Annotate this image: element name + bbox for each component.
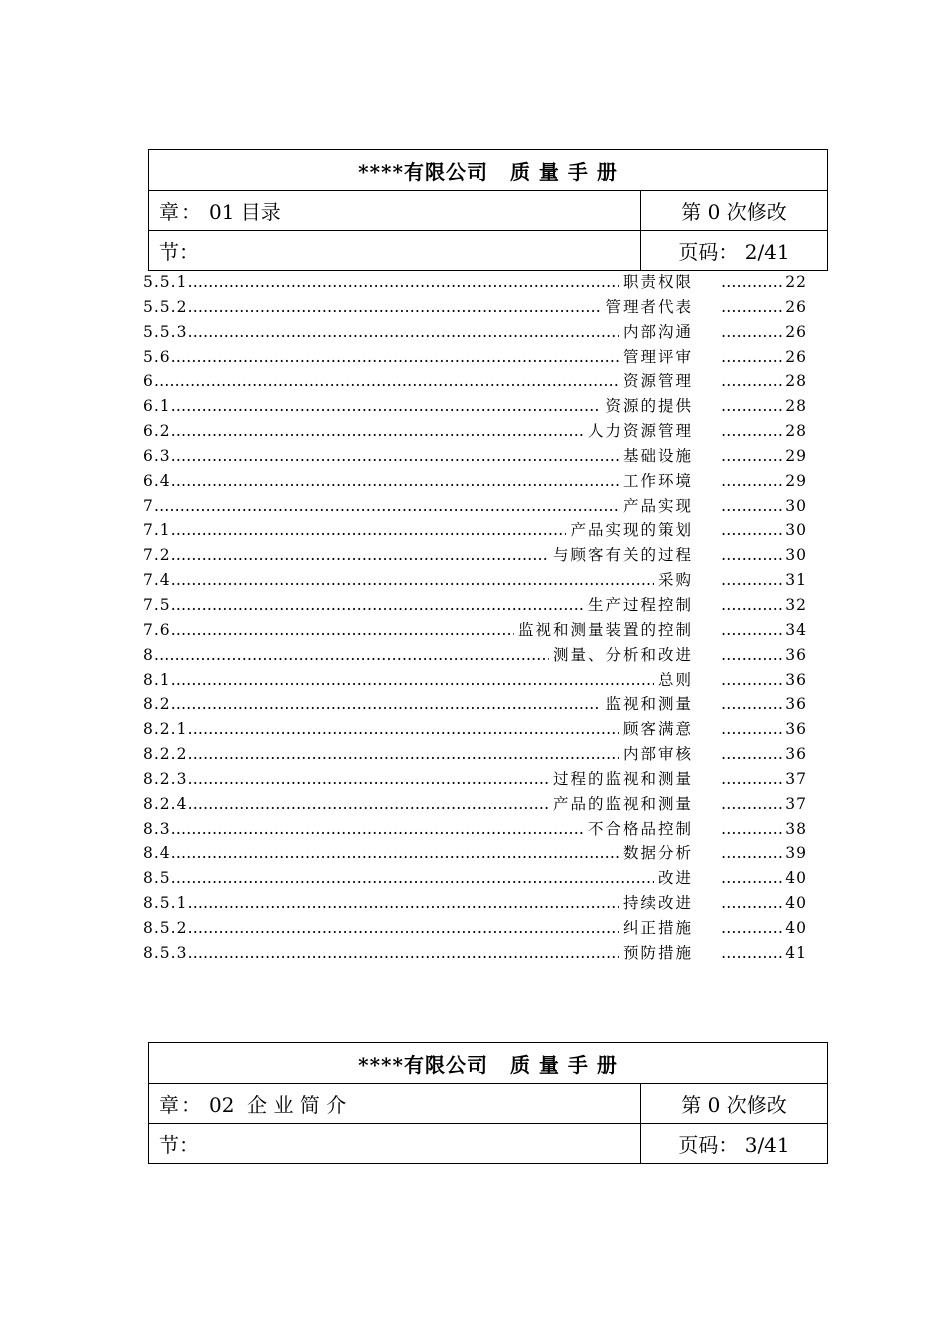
toc-entry-number: 8.3 xyxy=(143,819,171,838)
toc-entry-page: 26 xyxy=(785,347,807,366)
toc-dot-leader xyxy=(171,568,654,593)
toc-entry[interactable] xyxy=(143,444,807,469)
toc-dot-leader xyxy=(693,270,783,295)
toc-dot-leader xyxy=(693,841,783,866)
toc-entry-number: 8.5.2 xyxy=(143,918,188,937)
toc-dot-leader xyxy=(693,643,783,668)
chapter-row xyxy=(149,1083,827,1123)
toc-dot-leader xyxy=(171,444,619,469)
toc-entry-number: 6.3 xyxy=(143,446,171,465)
toc-dot-leader xyxy=(187,891,619,916)
toc-dot-leader xyxy=(693,419,783,444)
toc-dot-leader xyxy=(187,270,619,295)
toc-entry-page: 22 xyxy=(785,273,807,291)
toc-dot-leader xyxy=(187,742,619,767)
toc-entry[interactable] xyxy=(143,270,807,295)
toc-dot-leader xyxy=(171,668,654,693)
toc-entry[interactable] xyxy=(143,668,807,693)
toc-entry-page: 36 xyxy=(785,670,807,689)
toc-dot-leader xyxy=(171,394,602,419)
toc-dot-leader xyxy=(693,767,783,792)
toc-entry-number: 8.1 xyxy=(143,670,171,689)
page-number: 页码： 3/41 xyxy=(678,1133,790,1157)
toc-entry-title: 产品实现 xyxy=(622,496,693,515)
toc-entry-number: 6.1 xyxy=(143,397,171,416)
toc-dot-leader xyxy=(693,866,783,891)
toc-entry[interactable] xyxy=(143,742,807,767)
toc-dot-leader xyxy=(693,369,783,394)
chapter-cell xyxy=(149,191,641,230)
toc-dot-leader xyxy=(693,916,783,941)
toc-dot-leader xyxy=(187,295,601,320)
toc-entry[interactable] xyxy=(143,717,807,742)
chapter-value: 01 目录 xyxy=(209,200,281,224)
toc-dot-leader xyxy=(693,668,783,693)
toc-entry-page: 32 xyxy=(785,595,807,614)
toc-entry-number: 8.5 xyxy=(143,869,171,888)
toc-entry-title: 数据分析 xyxy=(622,844,693,863)
toc-entry[interactable] xyxy=(143,891,807,916)
toc-entry-page: 40 xyxy=(785,918,807,937)
toc-entry-title: 职责权限 xyxy=(622,273,693,291)
toc-entry-page: 28 xyxy=(785,372,807,391)
revision-text: 第 0 次修改 xyxy=(681,1093,787,1117)
toc-entry-number: 8 xyxy=(143,645,154,664)
toc-dot-leader xyxy=(187,792,549,817)
toc-entry-title: 管理评审 xyxy=(622,347,693,366)
toc-dot-leader xyxy=(693,444,783,469)
toc-entry-page: 28 xyxy=(785,397,807,416)
toc-dot-leader xyxy=(693,394,783,419)
toc-dot-leader xyxy=(171,618,514,643)
header-title-row xyxy=(149,150,827,190)
toc-entry-title: 顾客满意 xyxy=(622,720,693,739)
toc-entry-page: 36 xyxy=(785,695,807,714)
header-title-row xyxy=(149,1043,827,1083)
chapter-label: 章： xyxy=(159,200,203,224)
section-label: 节： xyxy=(159,1133,199,1157)
toc-entry[interactable] xyxy=(143,394,807,419)
toc-entry-number: 7.4 xyxy=(143,571,171,590)
toc-entry[interactable] xyxy=(143,345,807,370)
toc-dot-leader xyxy=(693,568,783,593)
toc-dot-leader xyxy=(693,891,783,916)
toc-entry-number: 5.6 xyxy=(143,347,171,366)
toc-entry[interactable] xyxy=(143,419,807,444)
toc-entry-number: 5.5.2 xyxy=(143,297,188,316)
toc-entry-title: 改进 xyxy=(657,869,693,888)
toc-dot-leader xyxy=(693,469,783,494)
toc-entry-number: 8.2 xyxy=(143,695,171,714)
toc-entry-title: 内部审核 xyxy=(622,745,693,764)
toc-entry-page: 29 xyxy=(785,446,807,465)
toc-dot-leader xyxy=(171,593,584,618)
toc-entry-page: 28 xyxy=(785,422,807,441)
toc-entry-title: 预防措施 xyxy=(622,943,693,962)
toc-entry-title: 工作环境 xyxy=(622,471,693,490)
section-row xyxy=(149,230,827,270)
toc-entry-number: 6.4 xyxy=(143,471,171,490)
toc-entry-number: 7.5 xyxy=(143,595,171,614)
toc-dot-leader xyxy=(171,518,567,543)
toc-dot-leader xyxy=(693,295,783,320)
toc-entry-number: 8.4 xyxy=(143,844,171,863)
toc-dot-leader xyxy=(154,369,619,394)
section-row xyxy=(149,1123,827,1163)
toc-dot-leader xyxy=(171,419,584,444)
toc-entry-number: 7.6 xyxy=(143,620,171,639)
toc-dot-leader xyxy=(693,320,783,345)
toc-entry[interactable] xyxy=(143,469,807,494)
toc-entry[interactable] xyxy=(143,320,807,345)
toc-entry-number: 7.1 xyxy=(143,521,171,540)
toc-entry-number: 8.5.1 xyxy=(143,894,188,913)
table-of-contents xyxy=(143,270,807,966)
chapter-label: 章： xyxy=(159,1093,203,1117)
toc-entry-page: 36 xyxy=(785,720,807,739)
toc-entry-title: 监视和测量 xyxy=(605,695,693,714)
toc-entry-number: 8.2.1 xyxy=(143,720,188,739)
toc-dot-leader xyxy=(693,593,783,618)
toc-dot-leader xyxy=(693,817,783,842)
toc-dot-leader xyxy=(154,494,619,519)
toc-entry-title: 资源的提供 xyxy=(605,397,693,416)
section-cell xyxy=(149,231,641,270)
toc-entry-title: 持续改进 xyxy=(622,894,693,913)
toc-entry-number: 5.5.3 xyxy=(143,322,188,341)
toc-entry-title: 采购 xyxy=(657,571,693,590)
revision-cell xyxy=(641,191,827,230)
toc-dot-leader xyxy=(154,643,549,668)
toc-entry-title: 纠正措施 xyxy=(622,918,693,937)
toc-entry-title: 基础设施 xyxy=(622,446,693,465)
toc-entry[interactable] xyxy=(143,817,807,842)
toc-entry[interactable] xyxy=(143,692,807,717)
toc-dot-leader xyxy=(171,345,619,370)
toc-entry-page: 39 xyxy=(785,844,807,863)
toc-entry-title: 人力资源管理 xyxy=(587,422,693,441)
manual-title: 质 量 手 册 xyxy=(509,1052,618,1077)
toc-entry-page: 36 xyxy=(785,745,807,764)
toc-dot-leader xyxy=(171,866,654,891)
page-header-table-2 xyxy=(148,1042,828,1164)
toc-entry-title: 生产过程控制 xyxy=(587,595,693,614)
toc-entry-page: 36 xyxy=(785,645,807,664)
toc-dot-leader xyxy=(693,941,783,966)
toc-entry[interactable] xyxy=(143,767,807,792)
toc-entry-page: 29 xyxy=(785,471,807,490)
toc-entry-page: 30 xyxy=(785,521,807,540)
toc-entry-page: 37 xyxy=(785,769,807,788)
toc-dot-leader xyxy=(693,742,783,767)
toc-entry[interactable] xyxy=(143,295,807,320)
page-header-table xyxy=(148,149,828,271)
toc-entry[interactable] xyxy=(143,369,807,394)
toc-entry-page: 26 xyxy=(785,297,807,316)
toc-entry-page: 38 xyxy=(785,819,807,838)
section-label: 节： xyxy=(159,240,199,264)
toc-entry-number: 5.5.1 xyxy=(143,273,188,291)
toc-dot-leader xyxy=(693,717,783,742)
toc-dot-leader xyxy=(693,792,783,817)
toc-entry-number: 8.5.3 xyxy=(143,943,188,962)
toc-entry[interactable] xyxy=(143,568,807,593)
chapter-cell xyxy=(149,1084,641,1123)
toc-dot-leader xyxy=(171,469,619,494)
toc-dot-leader xyxy=(187,320,619,345)
toc-entry-page: 41 xyxy=(785,943,807,962)
toc-entry-title: 产品实现的策划 xyxy=(570,521,693,540)
company-name: ****有限公司 xyxy=(358,1052,488,1077)
toc-entry-title: 内部沟通 xyxy=(622,322,693,341)
toc-entry-page: 37 xyxy=(785,794,807,813)
toc-dot-leader xyxy=(171,841,619,866)
toc-entry[interactable] xyxy=(143,543,807,568)
toc-dot-leader xyxy=(693,518,783,543)
toc-entry-number: 6 xyxy=(143,372,154,391)
toc-entry[interactable] xyxy=(143,618,807,643)
toc-entry-page: 40 xyxy=(785,894,807,913)
toc-dot-leader xyxy=(187,767,549,792)
chapter-row xyxy=(149,190,827,230)
company-name: ****有限公司 xyxy=(358,159,488,184)
toc-entry[interactable] xyxy=(143,494,807,519)
page-number-cell xyxy=(641,231,827,270)
toc-dot-leader xyxy=(187,916,619,941)
toc-entry[interactable] xyxy=(143,841,807,866)
toc-entry[interactable] xyxy=(143,518,807,543)
toc-entry-title: 资源管理 xyxy=(622,372,693,391)
toc-dot-leader xyxy=(693,692,783,717)
toc-entry-title: 测量、分析和改进 xyxy=(552,645,693,664)
toc-entry-title: 产品的监视和测量 xyxy=(552,794,693,813)
revision-text: 第 0 次修改 xyxy=(681,200,787,224)
toc-dot-leader xyxy=(171,817,584,842)
toc-entry-title: 不合格品控制 xyxy=(587,819,693,838)
section-cell xyxy=(149,1124,641,1163)
toc-entry-page: 40 xyxy=(785,869,807,888)
toc-entry-title: 与顾客有关的过程 xyxy=(552,546,693,565)
toc-entry[interactable] xyxy=(143,916,807,941)
toc-dot-leader xyxy=(171,543,549,568)
chapter-value: 02 企 业 简 介 xyxy=(209,1093,347,1117)
toc-dot-leader xyxy=(693,543,783,568)
toc-dot-leader xyxy=(171,692,602,717)
toc-entry-number: 7.2 xyxy=(143,546,171,565)
toc-dot-leader xyxy=(693,345,783,370)
toc-entry-page: 31 xyxy=(785,571,807,590)
toc-entry-title: 总则 xyxy=(657,670,693,689)
toc-dot-leader xyxy=(187,941,619,966)
toc-entry-number: 8.2.2 xyxy=(143,745,188,764)
toc-entry[interactable] xyxy=(143,593,807,618)
toc-dot-leader xyxy=(693,618,783,643)
toc-entry-number: 8.2.4 xyxy=(143,794,188,813)
toc-dot-leader xyxy=(187,717,619,742)
toc-entry-page: 30 xyxy=(785,546,807,565)
toc-entry-page: 30 xyxy=(785,496,807,515)
toc-entry-page: 34 xyxy=(785,620,807,639)
toc-entry-title: 管理者代表 xyxy=(605,297,693,316)
toc-entry[interactable] xyxy=(143,866,807,891)
toc-entry-title: 监视和测量装置的控制 xyxy=(517,620,693,639)
page-number: 页码： 2/41 xyxy=(678,240,790,264)
toc-entry-title: 过程的监视和测量 xyxy=(552,769,693,788)
toc-dot-leader xyxy=(693,494,783,519)
toc-entry[interactable] xyxy=(143,792,807,817)
toc-entry[interactable] xyxy=(143,643,807,668)
manual-title: 质 量 手 册 xyxy=(509,159,618,184)
toc-entry-number: 7 xyxy=(143,496,154,515)
revision-cell xyxy=(641,1084,827,1123)
toc-entry[interactable] xyxy=(143,941,807,966)
page-number-cell xyxy=(641,1124,827,1163)
toc-entry-page: 26 xyxy=(785,322,807,341)
toc-entry-number: 6.2 xyxy=(143,422,171,441)
toc-entry-number: 8.2.3 xyxy=(143,769,188,788)
